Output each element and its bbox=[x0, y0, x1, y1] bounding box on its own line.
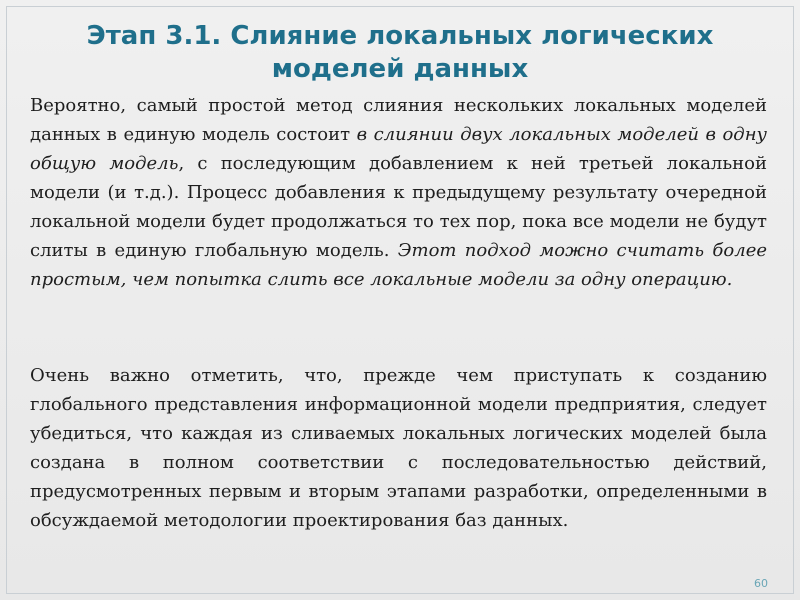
paragraph-1-italic-b: Этот подход можно считать более простым, чем попытка слить все локальные модели за одну операцию. bbox=[30, 240, 767, 290]
paragraph-1-italic-a: в слиянии двух локальных моделей в одну общую модель bbox=[30, 124, 768, 174]
paragraph-1-text-b: , с последующим добавлением к ней третьей локальной модели (и т.д.). Процесс добавления к предыдущему результату очередной локальной модели будет продолжаться то тех пор, пока все модели не будут слиты в единую глобальную модель. bbox=[30, 153, 767, 261]
slide-number: 60 bbox=[754, 577, 768, 590]
slide-title: Этап 3.1. Слияние локальных логических моделей данных bbox=[86, 21, 714, 84]
paragraph-2: Очень важно отметить, что, прежде чем приступать к созданию глобального представления информационной модели предприятия, следует убедиться, что каждая из сливаемых локальных логических моделей была создана в полном соответствии с последовательностью действий, предусмотренных первым и вторым этапами разработки, определенными в обсуждаемой методологии проектирования баз данных. bbox=[30, 365, 767, 531]
paragraph-1-text-a: Вероятно, самый простой метод слияния нескольких локальных моделей данных в единую модель состоит bbox=[30, 95, 767, 145]
paragraph-1 bbox=[30, 91, 767, 294]
